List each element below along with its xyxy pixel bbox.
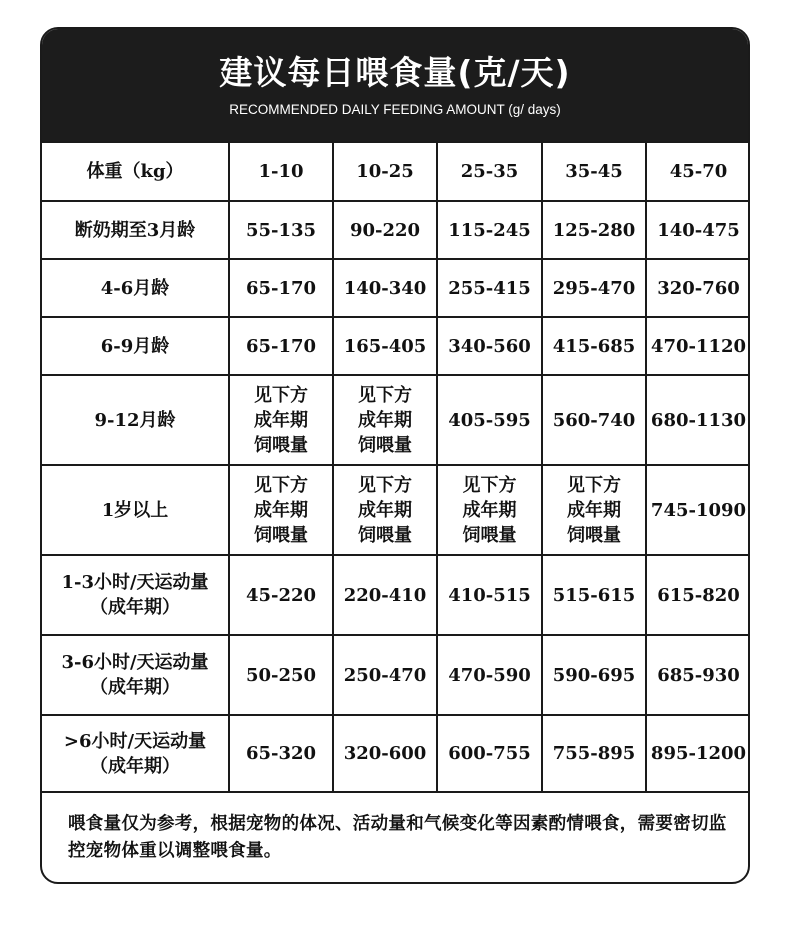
table-row <box>41 635 750 715</box>
age-row-label: 断奶期至3月龄 <box>41 201 229 259</box>
page-subtitle: RECOMMENDED DAILY FEEDING AMOUNT (g/ days) <box>229 102 561 117</box>
age-row-label: >6小时/天运动量 （成年期） <box>41 715 229 792</box>
amount-cell: 590-695 <box>542 635 646 715</box>
amount-cell: 见下方 成年期 饲喂量 <box>229 465 333 555</box>
amount-cell: 515-615 <box>542 555 646 635</box>
weight-range-header: 45-70 <box>646 142 750 201</box>
amount-cell: 见下方 成年期 饲喂量 <box>333 375 437 465</box>
amount-cell: 615-820 <box>646 555 750 635</box>
amount-cell: 125-280 <box>542 201 646 259</box>
amount-cell: 见下方 成年期 饲喂量 <box>229 375 333 465</box>
amount-cell: 410-515 <box>437 555 542 635</box>
amount-cell: 680-1130 <box>646 375 750 465</box>
table-row <box>41 201 750 259</box>
amount-cell: 560-740 <box>542 375 646 465</box>
age-row-label: 6-9月龄 <box>41 317 229 375</box>
table-row <box>41 715 750 792</box>
table-row <box>41 317 750 375</box>
amount-cell: 140-340 <box>333 259 437 317</box>
amount-cell: 220-410 <box>333 555 437 635</box>
amount-cell: 250-470 <box>333 635 437 715</box>
amount-cell: 140-475 <box>646 201 750 259</box>
table-row <box>41 375 750 465</box>
feeding-card <box>40 27 750 884</box>
weight-range-header: 1-10 <box>229 142 333 201</box>
amount-cell: 见下方 成年期 饲喂量 <box>437 465 542 555</box>
age-row-label: 1-3小时/天运动量 （成年期） <box>41 555 229 635</box>
page-title: 建议每日喂食量(克/天) <box>219 53 571 92</box>
table-row <box>41 465 750 555</box>
age-row-label: 4-6月龄 <box>41 259 229 317</box>
amount-cell: 340-560 <box>437 317 542 375</box>
amount-cell: 405-595 <box>437 375 542 465</box>
table-row <box>41 259 750 317</box>
amount-cell: 45-220 <box>229 555 333 635</box>
amount-cell: 755-895 <box>542 715 646 792</box>
amount-cell: 745-1090 <box>646 465 750 555</box>
amount-cell: 见下方 成年期 饲喂量 <box>333 465 437 555</box>
amount-cell: 50-250 <box>229 635 333 715</box>
amount-cell: 320-760 <box>646 259 750 317</box>
weight-range-header: 25-35 <box>437 142 542 201</box>
amount-cell: 685-930 <box>646 635 750 715</box>
amount-cell: 895-1200 <box>646 715 750 792</box>
amount-cell: 55-135 <box>229 201 333 259</box>
amount-cell: 415-685 <box>542 317 646 375</box>
amount-cell: 600-755 <box>437 715 542 792</box>
amount-cell: 65-170 <box>229 317 333 375</box>
header-banner <box>42 29 748 143</box>
feeding-table <box>40 141 750 793</box>
amount-cell: 470-1120 <box>646 317 750 375</box>
table-row <box>41 555 750 635</box>
weight-column-header: 体重（kg） <box>41 142 229 201</box>
amount-cell: 295-470 <box>542 259 646 317</box>
amount-cell: 255-415 <box>437 259 542 317</box>
age-row-label: 1岁以上 <box>41 465 229 555</box>
age-row-label: 3-6小时/天运动量 （成年期） <box>41 635 229 715</box>
weight-range-header: 10-25 <box>333 142 437 201</box>
amount-cell: 470-590 <box>437 635 542 715</box>
amount-cell: 320-600 <box>333 715 437 792</box>
amount-cell: 165-405 <box>333 317 437 375</box>
amount-cell: 见下方 成年期 饲喂量 <box>542 465 646 555</box>
amount-cell: 115-245 <box>437 201 542 259</box>
amount-cell: 65-320 <box>229 715 333 792</box>
age-row-label: 9-12月龄 <box>41 375 229 465</box>
weight-range-header: 35-45 <box>542 142 646 201</box>
amount-cell: 90-220 <box>333 201 437 259</box>
amount-cell: 65-170 <box>229 259 333 317</box>
table-header-row <box>41 142 750 201</box>
disclaimer-note: 喂食量仅为参考，根据宠物的体况、活动量和气候变化等因素酌情喂食，需要密切监控宠物体重以调整喂食量。 <box>68 814 727 861</box>
